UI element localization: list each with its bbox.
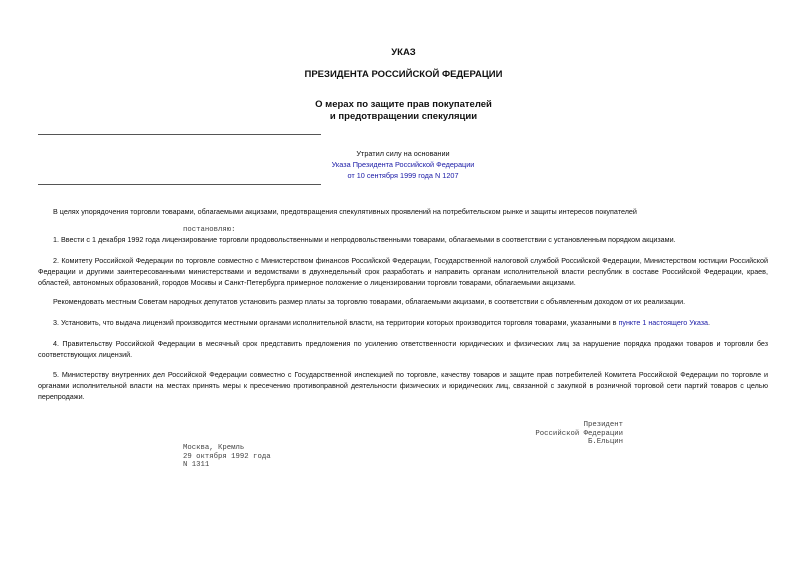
top-divider xyxy=(38,134,321,135)
signer-name: Б.Ельцин xyxy=(587,438,623,447)
preamble: В целях упорядочения торговли товарами, облагаемыми акцизами, предотвращения спекулятивных проявлений на потребительском рынке и защиты интересов покупателей xyxy=(53,207,637,216)
status-note-text: Утратил силу на основании xyxy=(356,149,450,158)
decree-word: постановляю: xyxy=(183,226,236,234)
document-type: УКАЗ xyxy=(391,47,416,58)
place-date-block xyxy=(183,444,271,470)
heading-line-2: и предотвращении спекуляции xyxy=(329,111,478,122)
place: Москва, Кремль xyxy=(183,444,245,452)
signature-block xyxy=(535,421,623,447)
heading-line-1: О мерах по защите прав покупателей xyxy=(315,99,492,110)
signer-country: Российской Федерации xyxy=(535,429,623,438)
status-note xyxy=(213,148,593,181)
bottom-divider xyxy=(38,184,321,185)
repeal-date-link[interactable]: от 10 сентября 1999 года N 1207 xyxy=(347,171,459,180)
paragraph-3-end: . xyxy=(708,318,711,327)
document-heading xyxy=(0,99,807,123)
paragraph-5: 5. Министерству внутренних дел Российской Федерации совместно с Государственной инспекцией по торговле, качеству товаров и защите прав потребителей Комитета Российской Федерации по торговле и органами исполнительной власти на местах принять меры к пресечению противоправной деятельности физических и юридических лиц, связанной с закупкой в розничной торговой сети партий товаров с целью перепродажи. xyxy=(38,370,768,401)
paragraph-3 xyxy=(38,318,768,329)
signer-title: Президент xyxy=(583,421,623,429)
paragraph-2: 2. Комитету Российской Федерации по торговле совместно с Министерством финансов Российской Федерации, Государственной налоговой службой Российской Федерации, Министерством юстиции Российской Федерации и другими заинтересованными министерствами и ведомствами в двухнедельный срок разработать и направить органам исполнительной власти республик в составе Российской Федерации, краев, областей, автономных образований, городов Москвы и Санкт-Петербурга примерное положение о лицензировании торговли товарами, облагаемыми акцизами. xyxy=(38,256,768,287)
clause-1-link[interactable]: пункте 1 настоящего Указа xyxy=(618,318,709,327)
issuer: ПРЕЗИДЕНТА РОССИЙСКОЙ ФЕДЕРАЦИИ xyxy=(304,69,503,80)
repeal-decree-link[interactable]: Указа Президента Российской Федерации xyxy=(331,160,475,169)
paragraph-2-recommendation: Рекомендовать местным Советам народных депутатов установить размер платы за торговлю товарами, облагаемыми акцизами, в соответствии с объявленным доходом от их реализации. xyxy=(53,297,686,306)
paragraph-3-text: 3. Установить, что выдача лицензий производится местными органами исполнительной власти, на территории которых производится торговля товарами, указанными в xyxy=(53,318,619,327)
date: 29 октября 1992 года xyxy=(183,452,271,461)
decree-number: N 1311 xyxy=(183,461,210,470)
paragraph-4: 4. Правительству Российской Федерации в месячный срок представить предложения по усилению ответственности юридических и физических лиц за нарушение порядка продажи товаров и торговли без соответствующих лицензий. xyxy=(38,339,768,359)
paragraph-1: 1. Ввести с 1 декабря 1992 года лицензирование торговли продовольственными и непродовольственными товарами, облагаемыми в соответствии с установленным порядком акцизами. xyxy=(53,235,676,244)
